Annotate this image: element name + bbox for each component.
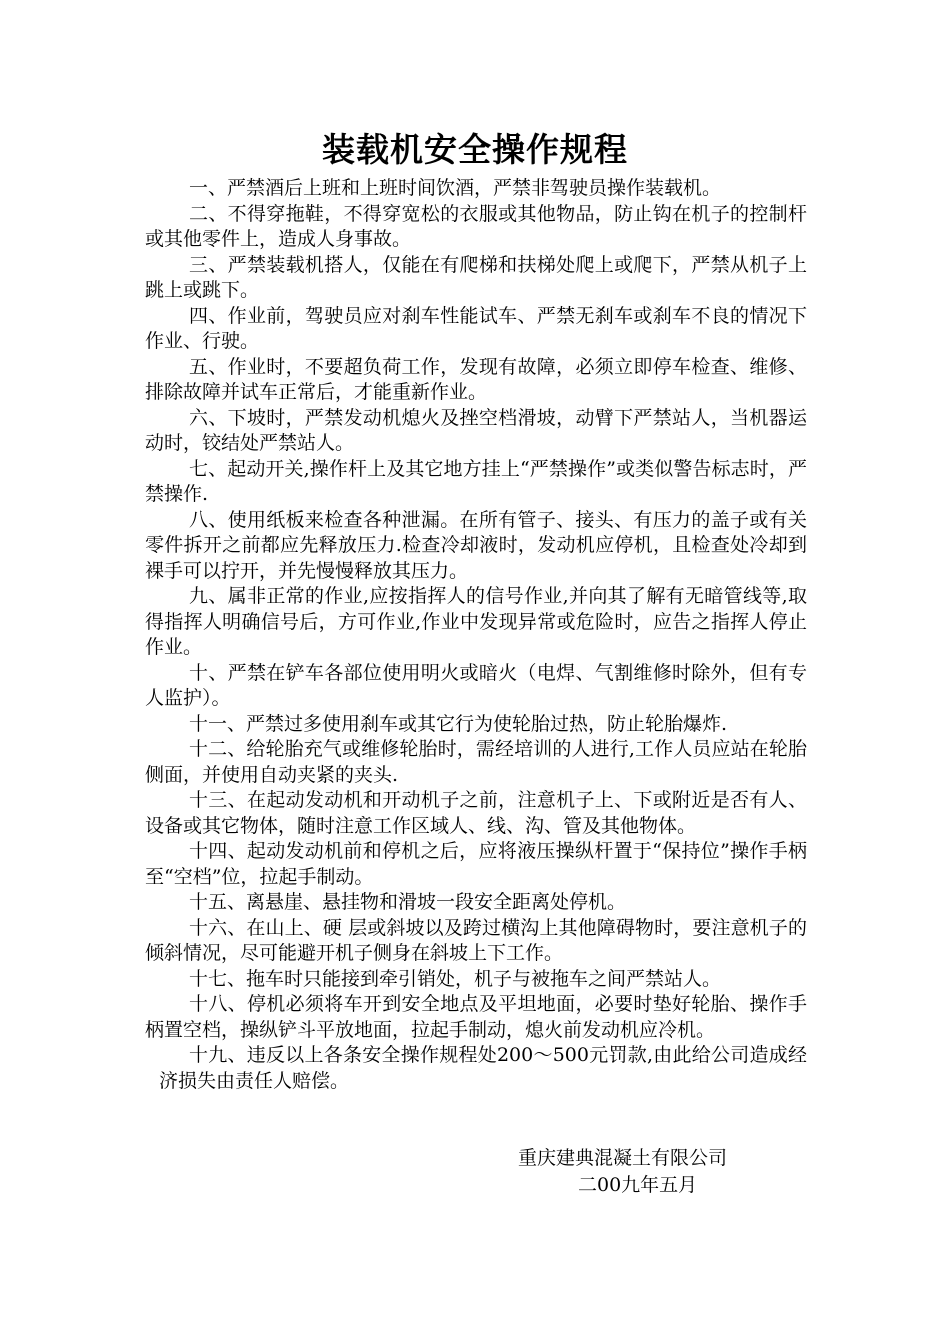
rule-paragraph-18: 十八、停机必须将车开到安全地点及平坦地面，必要时垫好轮胎、操作手柄置空档，操纵铲斗平放地面，拉起手制动，熄火前发动机应冷机。 bbox=[145, 993, 807, 1041]
rule-paragraph-11: 十一、严禁过多使用刹车或其它行为使轮胎过热，防止轮胎爆炸. bbox=[189, 712, 728, 735]
rule-paragraph-5: 五、作业时，不要超负荷工作，发现有故障，必须立即停车检查、维修、排除故障并试车正常后，才能重新作业。 bbox=[145, 355, 807, 403]
rule-paragraph-14: 十四、起动发动机前和停机之后，应将液压操纵杆置于“保持位”操作手柄至“空档”位，拉起手制动。 bbox=[145, 840, 807, 888]
rule-paragraph-8: 八、使用纸板来检查各种泄漏。在所有管子、接头、有压力的盖子或有关零件拆开之前都应先释放压力.检查冷却液时，发动机应停机，且检查处冷却到裸手可以拧开，并先慢慢释放其压力。 bbox=[145, 508, 807, 582]
rule-paragraph-17: 十七、拖车时只能接到牵引销处，机子与被拖车之间严禁站人。 bbox=[189, 967, 722, 990]
rule-paragraph-2: 二、不得穿拖鞋，不得穿宽松的衣服或其他物品，防止钩在机子的控制杆或其他零件上，造成人身事故。 bbox=[145, 202, 807, 250]
rule-paragraph-3: 三、严禁装载机搭人，仅能在有爬梯和扶梯处爬上或爬下，严禁从机子上跳上或跳下。 bbox=[145, 253, 807, 301]
document-date: 二00九年五月 bbox=[578, 1174, 698, 1196]
rule-paragraph-13: 十三、在起动发动机和开动机子之前，注意机子上、下或附近是否有人、设备或其它物体，随时注意工作区域人、线、沟、管及其他物体。 bbox=[145, 789, 807, 837]
rule-paragraph-16: 十六、在山上、硬 层或斜坡以及跨过横沟上其他障碍物时，要注意机子的倾斜情况，尽可能避开机子侧身在斜坡上下工作。 bbox=[145, 916, 807, 964]
rule-paragraph-6: 六、下坡时，严禁发动机熄火及挫空档滑坡，动臂下严禁站人，当机器运动时，铰结处严禁站人。 bbox=[145, 406, 807, 454]
rule-paragraph-19: 十九、违反以上各条安全操作规程处200～500元罚款,由此给公司造成经济损失由责任人赔偿。 bbox=[159, 1044, 807, 1092]
rule-paragraph-10: 十、严禁在铲车各部位使用明火或暗火（电焊、气割维修时除外，但有专人监护）。 bbox=[145, 661, 807, 709]
company-signature: 重庆建典混凝土有限公司 bbox=[518, 1147, 728, 1169]
rule-paragraph-9: 九、属非正常的作业,应按指挥人的信号作业,并向其了解有无暗管线等,取得指挥人明确信号后，方可作业,作业中发现异常或危险时，应告之指挥人停止作业。 bbox=[145, 585, 807, 658]
rule-paragraph-12: 十二、给轮胎充气或维修轮胎时，需经培训的人进行,工作人员应站在轮胎侧面，并使用自动夹紧的夹头. bbox=[145, 738, 807, 786]
document-title: 装载机安全操作规程 bbox=[322, 130, 628, 169]
rule-paragraph-7: 七、起动开关,操作杆上及其它地方挂上“严禁操作”或类似警告标志时，严禁操作. bbox=[145, 457, 807, 505]
rule-paragraph-1: 一、严禁酒后上班和上班时间饮酒，严禁非驾驶员操作装载机。 bbox=[189, 177, 722, 199]
document-body bbox=[145, 176, 807, 1094]
rule-paragraph-4: 四、作业前，驾驶员应对刹车性能试车、严禁无刹车或刹车不良的情况下作业、行驶。 bbox=[145, 304, 807, 352]
rule-paragraph-15: 十五、离悬崖、悬挂物和滑坡一段安全距离处停机。 bbox=[189, 891, 627, 913]
